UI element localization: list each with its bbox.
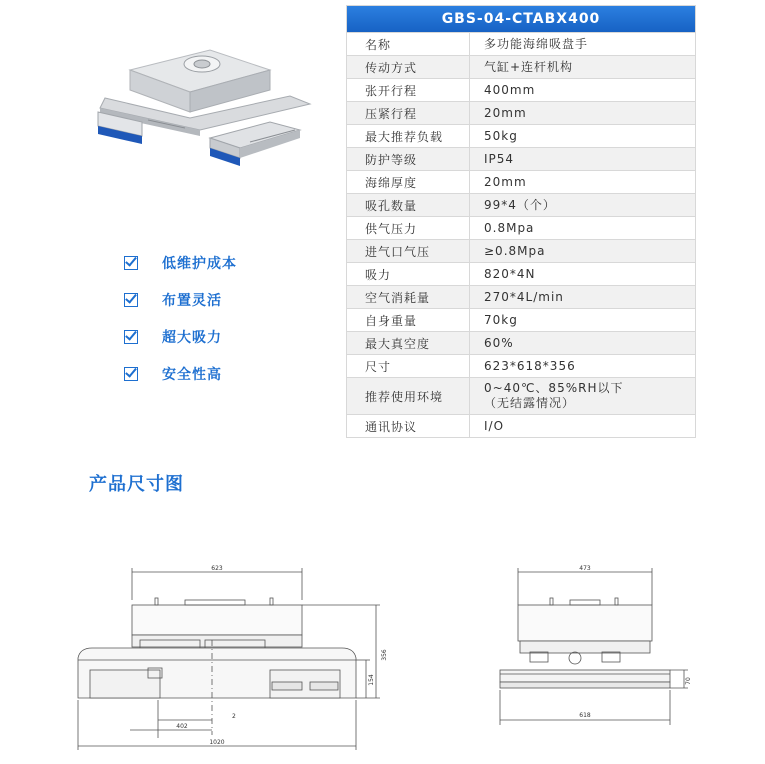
table-row: [347, 377, 695, 414]
table-row: [347, 285, 695, 308]
spec-table: [346, 5, 696, 438]
spec-label: 空气消耗量: [347, 286, 470, 308]
spec-value: 气缸+连杆机构: [484, 59, 574, 74]
table-row: [347, 124, 695, 147]
feature-label: 超大吸力: [162, 329, 222, 346]
dim-label: 1020: [209, 739, 225, 746]
spec-value: 270*4L/min: [484, 289, 564, 304]
spec-value: 多功能海绵吸盘手: [484, 36, 589, 51]
feature-item: [124, 281, 304, 318]
spec-value: 20mm: [484, 105, 527, 120]
dim-label: 618: [579, 712, 591, 719]
spec-label: 传动方式: [347, 56, 470, 78]
spec-value: IP54: [484, 151, 515, 166]
spec-label: 张开行程: [347, 79, 470, 101]
dim-label: 70: [685, 677, 692, 685]
spec-value: 50kg: [484, 128, 518, 143]
spec-value: 400mm: [484, 82, 536, 97]
dim-label: 623: [211, 565, 223, 572]
spec-value: 99*4（个）: [484, 197, 556, 212]
checkbox-checked-icon: [124, 256, 138, 270]
dim-label: 402: [176, 723, 188, 730]
table-row: [347, 414, 695, 437]
spec-label: 最大真空度: [347, 332, 470, 354]
spec-label: 供气压力: [347, 217, 470, 239]
checkbox-checked-icon: [124, 367, 138, 381]
dim-label: 154: [368, 674, 375, 686]
spec-value: I/O: [484, 418, 505, 433]
dim-label: 356: [381, 649, 388, 661]
checkbox-checked-icon: [124, 330, 138, 344]
spec-label: 尺寸: [347, 355, 470, 377]
feature-item: [124, 355, 304, 392]
spec-label: 吸孔数量: [347, 194, 470, 216]
spec-label: 防护等级: [347, 148, 470, 170]
feature-item: [124, 244, 304, 281]
spec-label: 压紧行程: [347, 102, 470, 124]
spec-value: 0.8Mpa: [484, 220, 535, 235]
dim-label: 473: [579, 565, 591, 572]
spec-value: 0~40℃、85%RH以下: [484, 381, 624, 395]
table-row: [347, 262, 695, 285]
spec-value: 60%: [484, 335, 514, 350]
feature-list: [124, 244, 304, 392]
table-row: [347, 354, 695, 377]
checkbox-checked-icon: [124, 293, 138, 307]
table-row: [347, 308, 695, 331]
table-row: [347, 239, 695, 262]
spec-value: 820*4N: [484, 266, 536, 281]
spec-label: 通讯协议: [347, 415, 470, 437]
spec-value: 70kg: [484, 312, 518, 327]
spec-label: 自身重量: [347, 309, 470, 331]
spec-label: 吸力: [347, 263, 470, 285]
feature-label: 低维护成本: [162, 255, 237, 272]
front-view-drawing: [70, 560, 400, 755]
spec-value: 623*618*356: [484, 358, 576, 373]
spec-value-note: （无结露情况）: [484, 396, 576, 410]
table-row: [347, 170, 695, 193]
table-row: [347, 193, 695, 216]
spec-label: 最大推荐负载: [347, 125, 470, 147]
table-row: [347, 147, 695, 170]
feature-item: [124, 318, 304, 355]
section-title: 产品尺寸图: [89, 474, 184, 495]
side-view-drawing: [490, 560, 700, 730]
table-row: [347, 78, 695, 101]
table-row: [347, 55, 695, 78]
table-row: [347, 32, 695, 55]
table-row: [347, 331, 695, 354]
spec-value: ≥0.8Mpa: [484, 243, 546, 258]
table-row: [347, 101, 695, 124]
table-row: [347, 216, 695, 239]
spec-label: 推荐使用环境: [347, 378, 470, 414]
product-image: [90, 30, 340, 180]
feature-label: 安全性高: [162, 366, 222, 383]
feature-label: 布置灵活: [162, 292, 222, 309]
spec-value: 20mm: [484, 174, 527, 189]
spec-table-title: GBS-04-CTABX400: [347, 6, 695, 32]
dim-label: 2: [232, 713, 236, 720]
spec-label: 名称: [347, 33, 470, 55]
spec-label: 海绵厚度: [347, 171, 470, 193]
spec-label: 进气口气压: [347, 240, 470, 262]
